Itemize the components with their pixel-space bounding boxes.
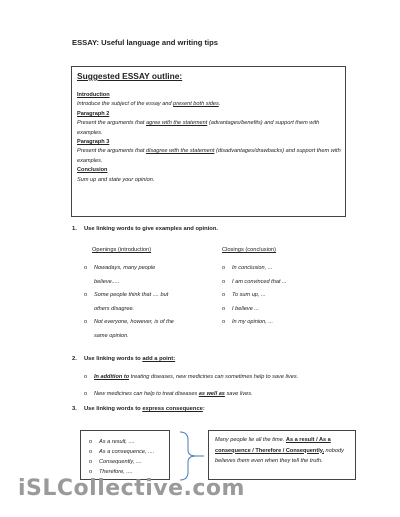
- closings-heading: Closings (conclusion): [222, 247, 277, 253]
- list-item: I am convinced that ...: [232, 278, 287, 285]
- outline-body: [77, 91, 341, 185]
- list-item: believe.....: [94, 278, 120, 285]
- closings-list: o In conclusion, ... o I am convinced that ... o To sum up, ... o I believe ... o In my opinion, ...: [222, 265, 287, 325]
- consequence-box: [80, 430, 170, 480]
- list-item: Nowadays, many people: [94, 265, 156, 271]
- section2-heading: 2. Use linking words to add a point:: [72, 356, 176, 362]
- list-item: Consequently, ....: [99, 459, 143, 465]
- intro-text: Introduce the subject of the essay and present both sides.: [77, 101, 221, 108]
- consequence-example-box: [208, 430, 356, 480]
- paragraph3-text: Present the arguments that disagree with the statement (disadvantages/drawbacks) and support them with examples.: [77, 148, 341, 164]
- add-point-example-1: o In addition to treating diseases, new medicines can sometimes help to save lives.: [84, 374, 299, 380]
- consequence-list: o As a result, .... o As a consequence, .... o Consequently, .... o Therefore, ....: [89, 439, 155, 475]
- list-item: To sum up, ...: [232, 292, 266, 298]
- document-title: ESSAY: Useful language and writing tips: [72, 38, 218, 47]
- openings-list: o Nowadays, many people believe..... o Some people think that .... but others disagree. o Not everyone, however, is of the same opinion.: [84, 265, 174, 339]
- list-item: In conclusion, ...: [232, 265, 273, 271]
- conclusion-text: Sum up and state your opinion.: [77, 176, 155, 183]
- list-item: same opinion.: [94, 332, 129, 339]
- list-item: others disagree.: [94, 305, 135, 312]
- list-item: Therefore, ....: [99, 469, 133, 475]
- section1-heading: 1. Use linking words to give examples and opinion.: [72, 226, 218, 232]
- paragraph2-text: Present the arguments that agree with the statement (advantages/benefits) and support them with examples.: [77, 120, 320, 136]
- list-item: As a result, ....: [99, 439, 135, 445]
- conclusion-heading: Conclusion: [77, 167, 108, 174]
- outline-heading: Suggested ESSAY outline:: [77, 71, 183, 81]
- list-item: As a consequence, ....: [99, 449, 155, 455]
- section3-heading: 3. Use linking words to express consequence:: [72, 406, 205, 412]
- list-item: Not everyone, however, is of the: [94, 319, 174, 325]
- paragraph3-heading: Paragraph 3: [77, 139, 110, 146]
- list-item: I believe ...: [232, 305, 260, 312]
- list-item: In my opinion, ...: [232, 319, 274, 325]
- openings-heading: Openings (introduction): [92, 247, 152, 253]
- consequence-example: Many people lie all the time. As a result / As a consequence / Therefore / Consequently, nobody believes them even when they tell the truth.: [215, 437, 344, 464]
- essay-outline-box: [71, 66, 346, 217]
- add-point-example-2: o New medicines can help to treat diseases as well as save lives.: [84, 391, 253, 397]
- brace-connector: [178, 430, 204, 482]
- list-item: Some people think that .... but: [94, 292, 169, 298]
- intro-heading: Introduction: [77, 92, 110, 98]
- watermark-logo: iSLCollective.com: [18, 476, 245, 501]
- paragraph2-heading: Paragraph 2: [77, 110, 110, 117]
